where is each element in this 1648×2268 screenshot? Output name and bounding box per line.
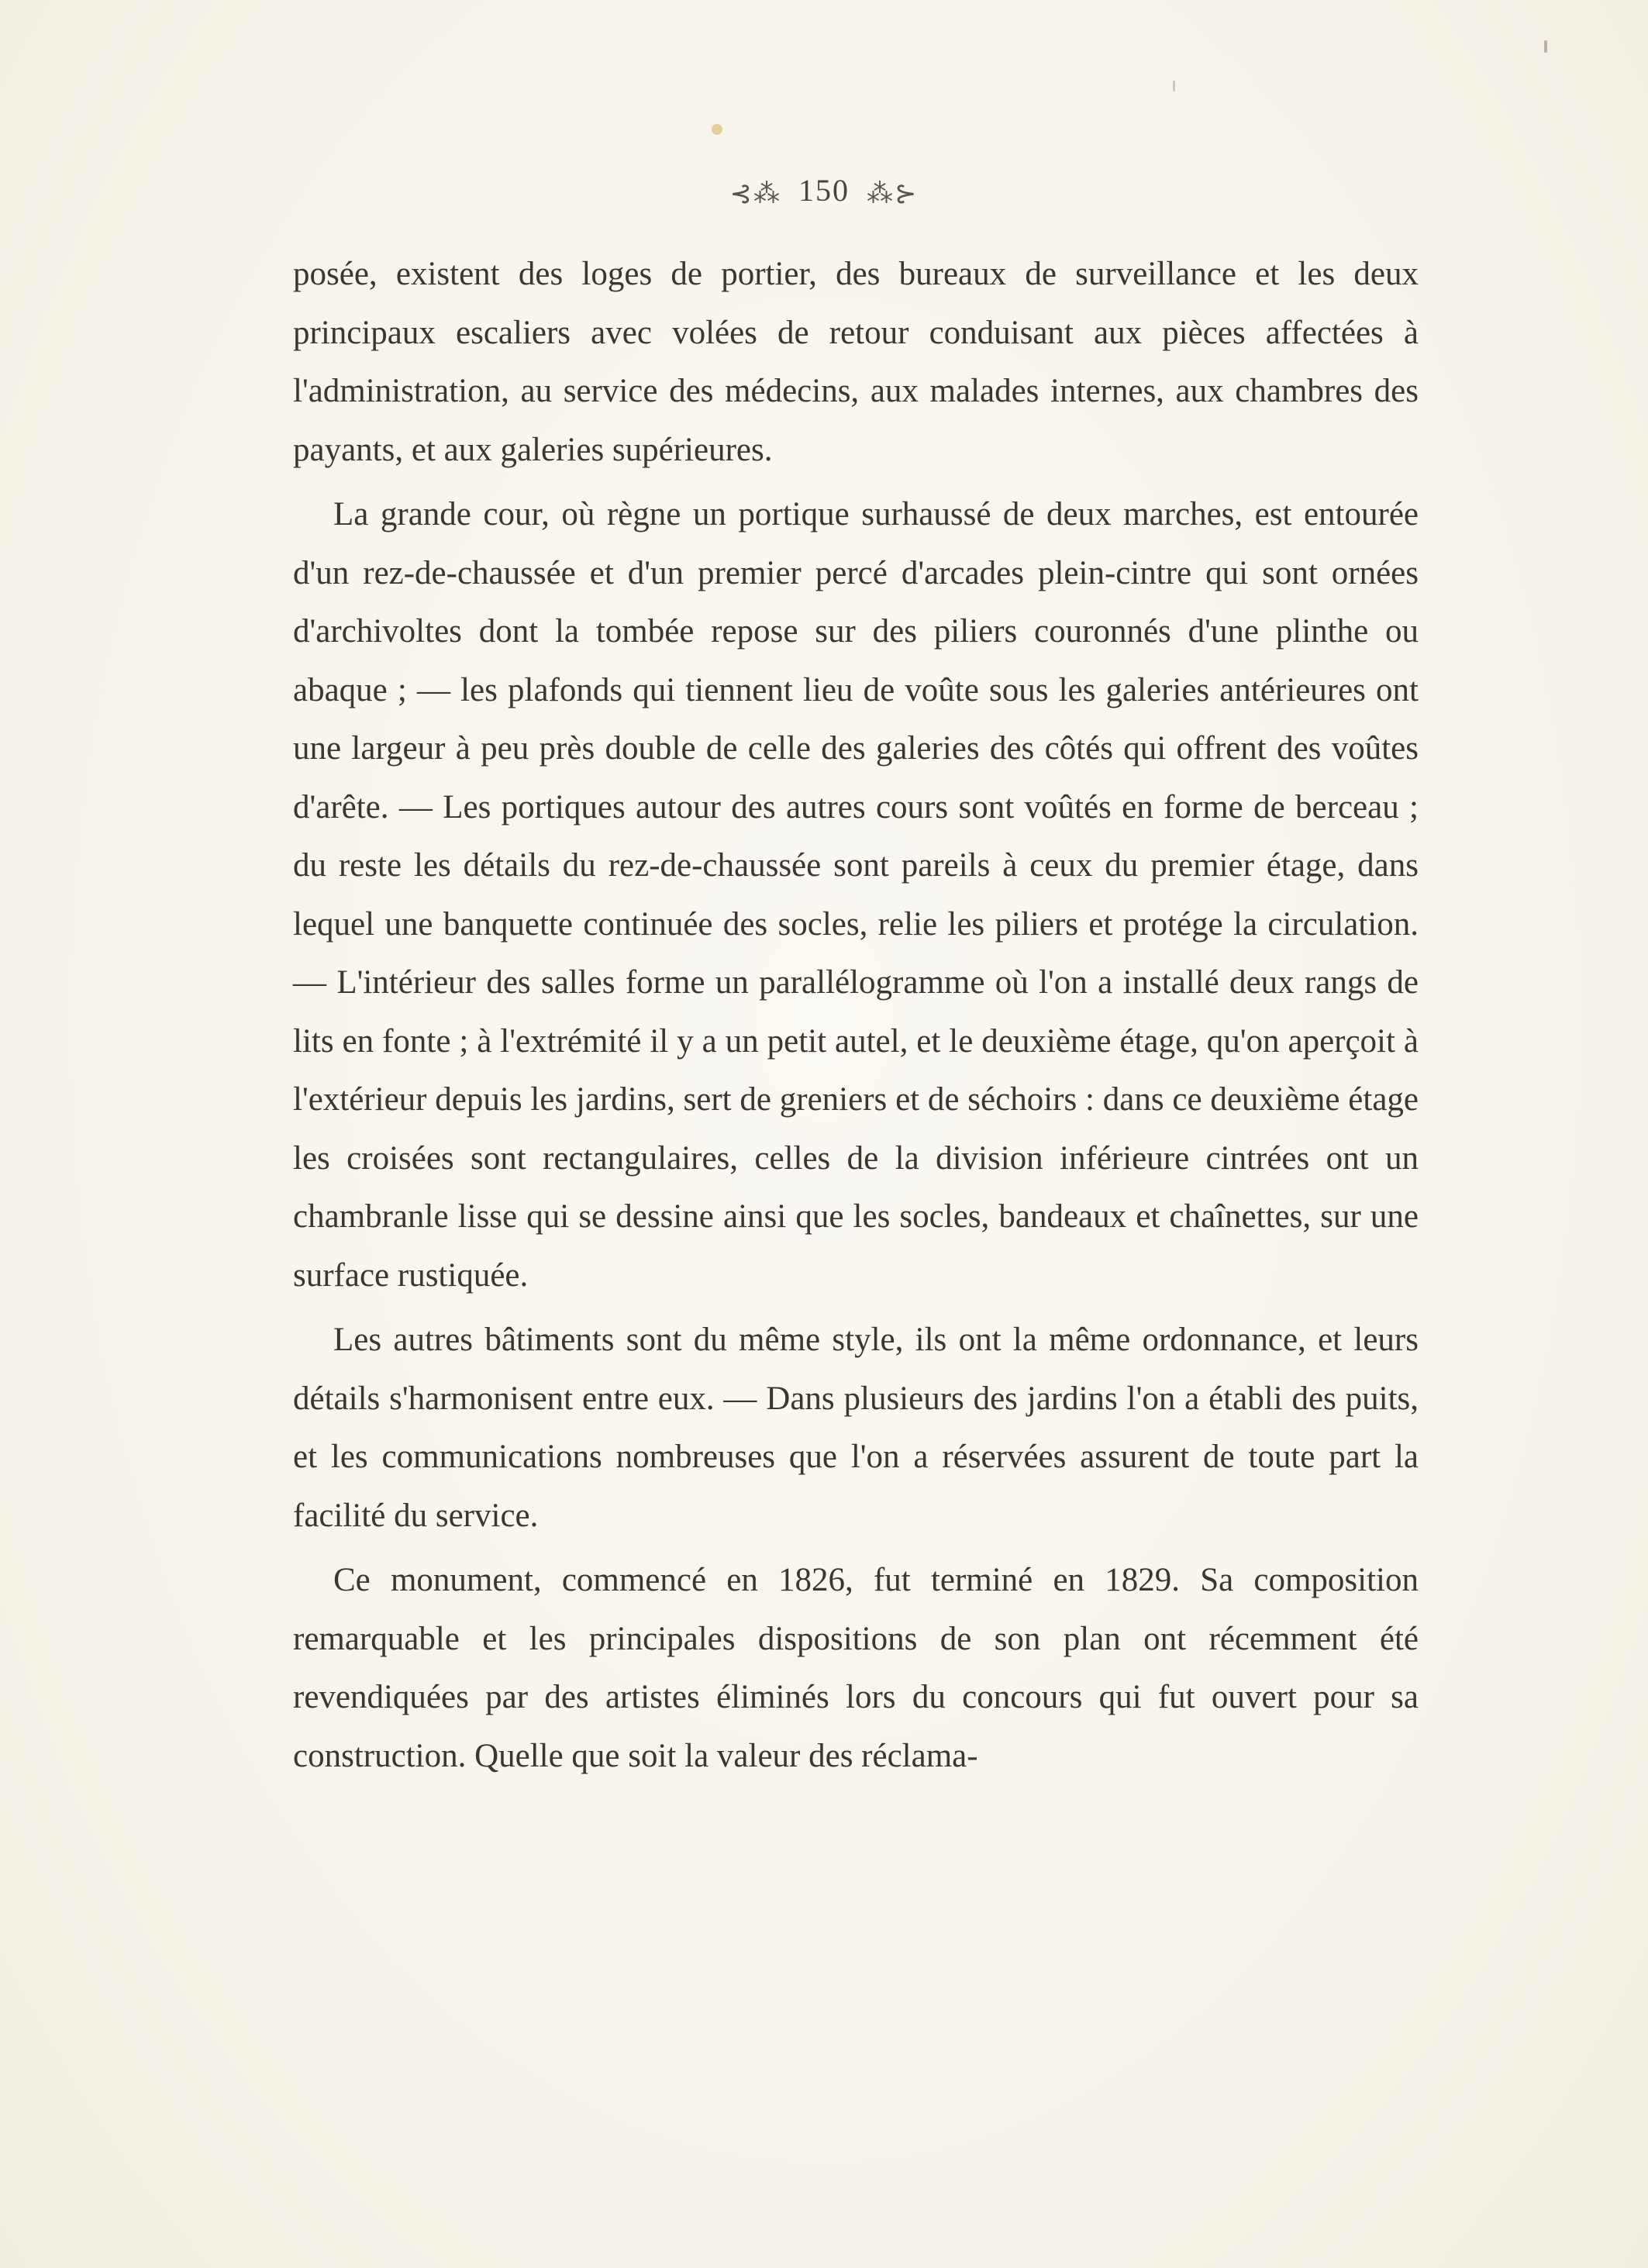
paper-speck (712, 124, 722, 135)
paragraph-monument: Ce monument, commencé en 1826, fut terminé en 1829. Sa composition remarquable et les principales dispositions de son plan ont récemment été revendiquées par des artistes éliminés lors du concours qui fut ouvert pour sa construction. Quelle que soit la valeur des réclama- (293, 1562, 1419, 1774)
page-number: 150 (798, 173, 850, 208)
paper-speck (1173, 81, 1175, 91)
paper-speck (1544, 40, 1547, 53)
ornament-right-icon: ⁂⊱ (867, 179, 919, 209)
paragraph-grande-cour: La grande cour, où règne un portique surhaussé de deux marches, est entourée d'un rez-de-chaussée et d'un premier percé d'arcades plein-cintre qui sont ornées d'archivoltes dont la tombée repose sur des piliers couronnés d'une plinthe ou abaque ; — les plafonds qui tiennent lieu de voûte sous les galeries antérieures ont une largeur à peu près double de celle des galeries des côtés qui offrent des voûtes d'arête. — Les portiques autour des autres cours sont voûtés en forme de berceau ; du reste les détails du rez-de-chaussée sont pareils à ceux du premier étage, dans lequel une banquette continuée des socles, relie les piliers et protége la circulation. — L'intérieur des salles forme un parallélogramme où l'on a installé deux rangs de lits en fonte ; à l'extrémité il y a un petit autel, et le deuxième étage, qu'on aperçoit à l'extérieur depuis les jardins, sert de greniers et de séchoirs : dans ce deuxième étage les croisées sont rectangulaires, celles de la division inférieure cintrées ont un chambranle lisse qui se dessine ainsi que les socles, bandeaux et chaînettes, sur une surface rustiquée. (293, 496, 1419, 1294)
body-text (293, 245, 1419, 1791)
paragraph-continued: posée, existent des loges de portier, des bureaux de surveillance et les deux principaux escaliers avec volées de retour conduisant aux pièces affectées à l'administration, au service des médecins, aux malades internes, aux chambres des payants, et aux galeries supérieures. (293, 256, 1419, 468)
ornament-left-icon: ⊰⁂ (729, 179, 781, 209)
paragraph-autres-batiments: Les autres bâtiments sont du même style, ils ont la même ordonnance, et leurs détails s'harmonisent entre eux. — Dans plusieurs des jardins l'on a établi des puits, et les communications nombreuses que l'on a réservées assurent de toute part la facilité du service. (293, 1322, 1419, 1534)
page-header (0, 172, 1648, 209)
